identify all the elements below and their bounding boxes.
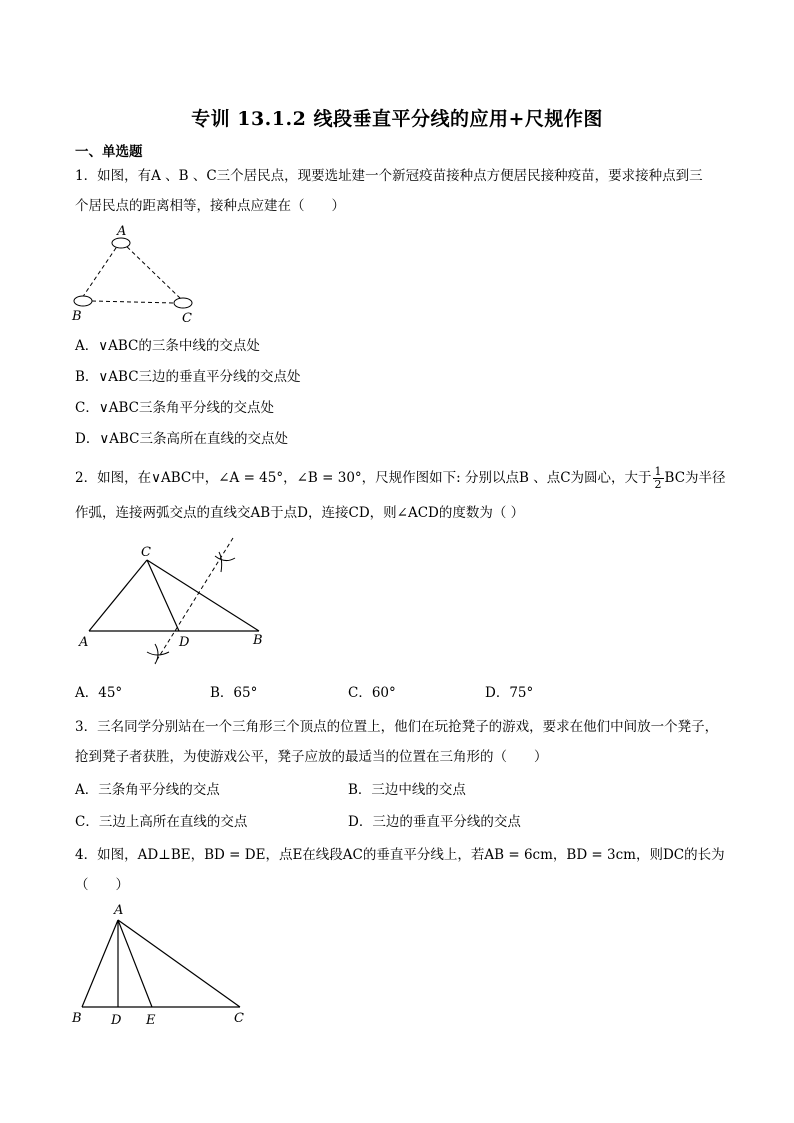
q1-label-b: B	[72, 309, 82, 324]
q2-label-c: C	[141, 545, 151, 560]
q1-option-a[interactable]: A．∨ABC的三条中线的交点处	[75, 338, 260, 354]
q2-text-line1	[75, 466, 726, 491]
q4-figure	[70, 900, 260, 1035]
q2-figure	[75, 540, 275, 670]
q4-side-ac	[118, 920, 240, 1007]
q2-fraction-half	[653, 466, 664, 491]
q1-label-a: A	[117, 224, 127, 239]
q1-side-ac	[122, 242, 182, 300]
q1-side-ab	[82, 242, 120, 298]
q2-option-b[interactable]: B．65°	[210, 685, 258, 701]
q4-text-line1: 4．如图，AD⊥BE，BD = DE，点E在线段AC的垂直平分线上，若AB = 6cm，BD = 3cm，则DC的长为	[75, 847, 725, 863]
q2-option-d[interactable]: D．75°	[485, 685, 534, 701]
q2-option-c[interactable]: C．60°	[348, 685, 396, 701]
q2-frac-num: 1	[654, 465, 662, 478]
q1-house-b	[74, 296, 92, 306]
q4-segment-ae	[118, 920, 152, 1007]
q2-label-b: B	[253, 633, 263, 648]
section-heading: 一、单选题	[75, 144, 143, 160]
q2-label-d: D	[179, 635, 190, 650]
q2-option-a[interactable]: A．45°	[75, 685, 123, 701]
q4-label-e: E	[146, 1013, 156, 1028]
q3-text-line1: 3．三名同学分别站在一个三角形三个顶点的位置上，他们在玩抢凳子的游戏，要求在他们中间放一个凳子，	[75, 719, 719, 735]
q2-perpendicular-bisector	[155, 538, 233, 663]
q1-figure	[70, 226, 210, 326]
q3-option-d[interactable]: D．三边的垂直平分线的交点	[348, 814, 521, 830]
q2-text-post: BC为半径	[664, 470, 726, 486]
q3-option-a[interactable]: A．三条角平分线的交点	[75, 782, 220, 798]
q1-house-a	[112, 238, 130, 248]
q4-label-c: C	[234, 1011, 244, 1026]
q2-arc-lower-2	[155, 644, 158, 664]
q2-side-ac	[89, 560, 147, 631]
q2-text-pre: 2．如图，在∨ABC中，∠A = 45°，∠B = 30°，尺规作图如下: 分别以点B 、点C为圆心，大于	[75, 470, 652, 486]
q2-arc-upper-1	[215, 556, 235, 561]
q1-text-line1: 1．如图，有A 、B 、C三个居民点，现要选址建一个新冠疫苗接种点方便居民接种疫苗，要求接种点到三	[75, 168, 703, 184]
q4-label-a: A	[114, 903, 124, 918]
q3-option-b[interactable]: B．三边中线的交点	[348, 782, 466, 798]
q1-text-line2: 个居民点的距离相等，接种点应建在（ ）	[75, 198, 345, 214]
q4-side-ab	[82, 920, 118, 1007]
q2-label-a: A	[79, 635, 89, 650]
q1-option-c[interactable]: C．∨ABC三条角平分线的交点处	[75, 400, 274, 416]
q3-text-line2: 抢到凳子者获胜，为使游戏公平，凳子应放的最适当的位置在三角形的（ ）	[75, 749, 548, 765]
page-title: 专训 13.1.2 线段垂直平分线的应用+尺规作图	[191, 108, 603, 130]
q1-house-c	[174, 298, 192, 308]
q1-side-bc	[92, 301, 174, 303]
q1-option-b[interactable]: B．∨ABC三边的垂直平分线的交点处	[75, 369, 301, 385]
q4-label-b: B	[72, 1011, 82, 1026]
q2-frac-den: 2	[654, 478, 662, 491]
q2-text-line2: 作弧，连接两弧交点的直线交AB于点D，连接CD，则∠ACD的度数为（ ）	[75, 505, 525, 521]
q2-arc-upper-2	[219, 552, 222, 572]
q3-option-c[interactable]: C．三边上高所在直线的交点	[75, 814, 248, 830]
q1-option-d[interactable]: D．∨ABC三条高所在直线的交点处	[75, 431, 288, 447]
q4-label-d: D	[111, 1013, 122, 1028]
q2-side-bc	[147, 560, 259, 631]
q4-text-line2: （ ）	[75, 877, 129, 893]
q1-label-c: C	[182, 311, 192, 326]
